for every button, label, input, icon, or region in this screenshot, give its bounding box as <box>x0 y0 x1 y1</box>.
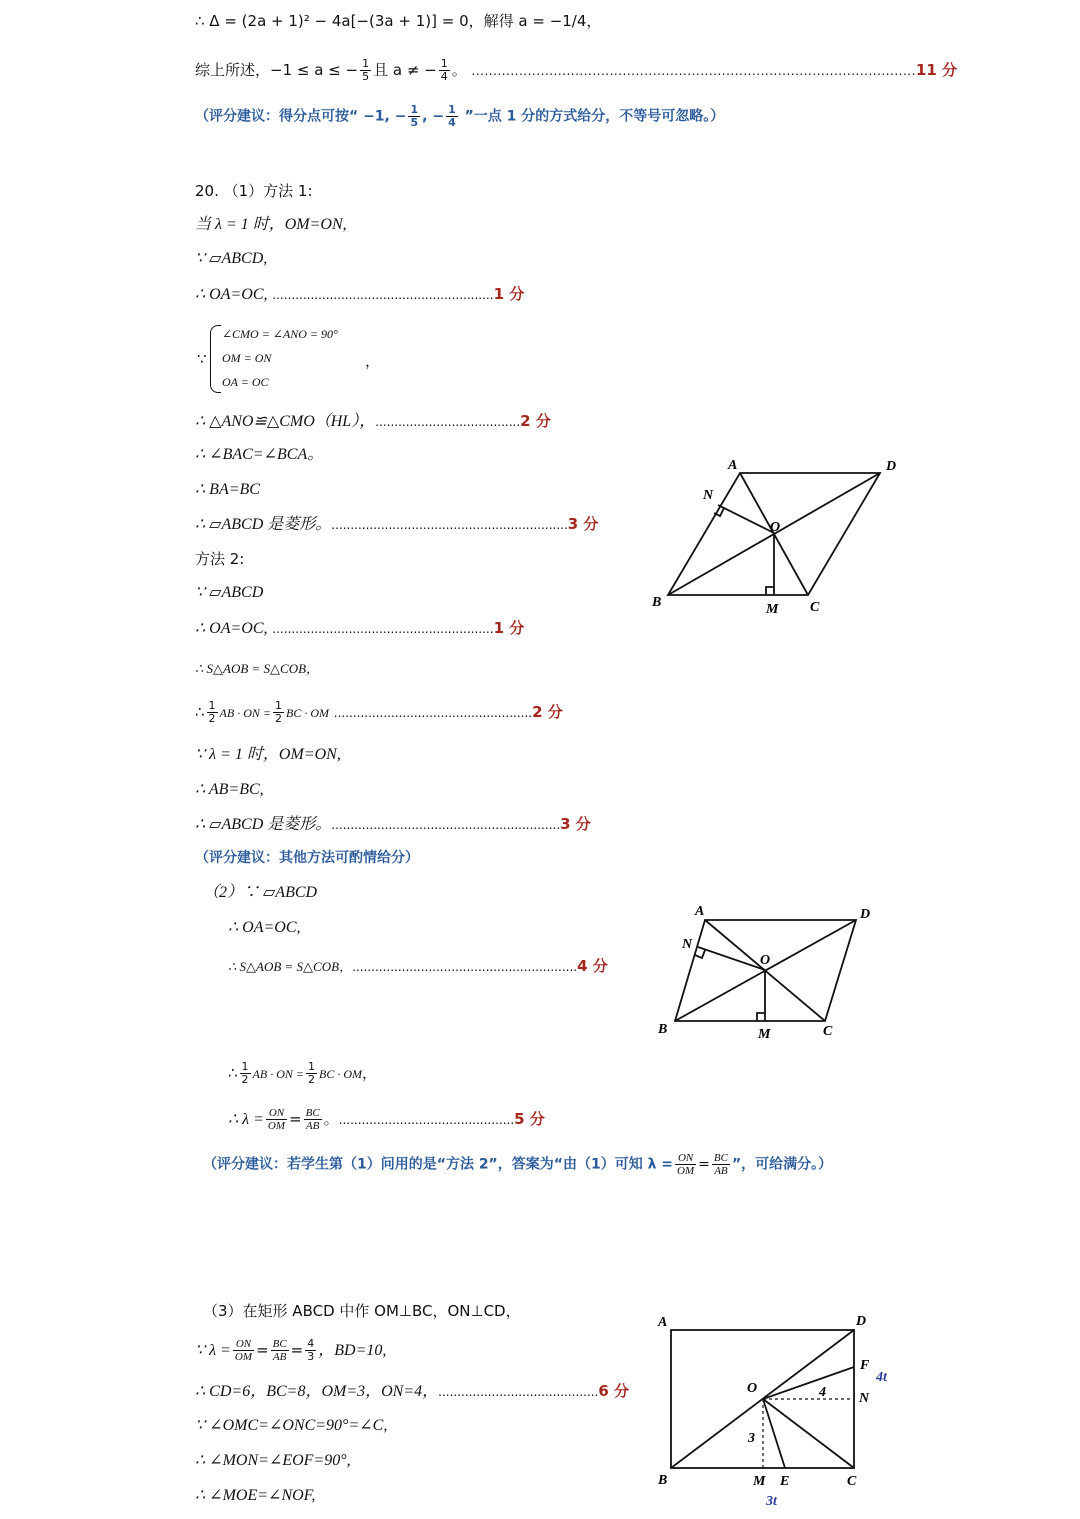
brace-line-3: OA = OC <box>222 375 269 389</box>
line-p3-angles: ∵ ∠OMC=∠ONC=90°=∠C, <box>195 1417 388 1434</box>
label-D: D <box>856 1314 867 1329</box>
label-3t: 3t <box>766 1494 777 1509</box>
fraction: $\frac{1}{5}$ <box>362 57 370 83</box>
figure-rhombus-1 <box>640 455 910 620</box>
grading-note-2: （评分建议：其他方法可酌情给分） <box>195 850 419 866</box>
brace <box>210 325 221 393</box>
method-2-heading: 方法 2: <box>195 550 245 568</box>
score-mark: 2 分 <box>520 412 551 430</box>
label-C: C <box>847 1474 857 1489</box>
score-mark: 6 分 <box>598 1382 630 1400</box>
label-C: C <box>823 1024 833 1039</box>
line-p3-mon: ∴ ∠MON=∠EOF=90°, <box>195 1452 351 1469</box>
score-mark: 3 分 <box>560 815 591 833</box>
question-heading: 20. （1）方法 1: <box>195 182 313 200</box>
label-M: M <box>753 1474 766 1489</box>
label-O: O <box>770 520 781 535</box>
label-N: N <box>703 488 714 503</box>
line-p3-moe: ∴ ∠MOE=∠NOF, <box>195 1487 316 1504</box>
part-3-heading: （3）在矩形 ABCD 中作 OM⊥BC，ON⊥CD， <box>203 1302 521 1320</box>
line-p3-lengths: ∴ CD=6，BC=8，OM=3，ON=4，..........................................6 分 <box>195 1382 630 1400</box>
line-ab-bc: ∴ AB=BC, <box>195 781 264 798</box>
label-3: 3 <box>748 1431 755 1446</box>
label-N: N <box>859 1391 870 1406</box>
leader-dots: ....................................................................................................... <box>471 64 916 78</box>
label-M: M <box>766 602 779 617</box>
brace-line-1: ∠CMO = ∠ANO = 90° <box>222 327 338 341</box>
line-rhombus-2: ∴ ▱ABCD 是菱形。............................................................3 分 <box>195 815 591 833</box>
line-discriminant: ∴ Δ = (2a + 1)² − 4a[−(3a + 1)] = 0，解得 a = −1/4， <box>195 12 602 30</box>
label-B: B <box>652 595 662 610</box>
line-half-area: ∴ $\frac{1}{2}$ AB · ON = $\frac{1}{2}$ BC · OM ....................................................2 分 <box>195 699 563 725</box>
label-E: E <box>780 1474 790 1489</box>
label-4t: 4t <box>876 1370 887 1385</box>
label-B: B <box>658 1473 668 1488</box>
label-D: D <box>860 907 871 922</box>
line-p2-oa-oc: ∴ OA=OC, <box>228 919 301 936</box>
line-oa-oc: ∴ OA=OC, ..........................................................1 分 <box>195 285 525 303</box>
line-rhombus-1: ∴ ▱ABCD 是菱形。..............................................................3 分 <box>195 515 599 533</box>
line-p3-lambda: ∵ λ = $\frac{ON}{OM}$ = $\frac{BC}{AB}$ = $\frac{4}{3}$ ，BD=10, <box>195 1337 387 1363</box>
fraction: $\frac{1}{4}$ <box>440 57 448 83</box>
label-4: 4 <box>819 1385 826 1400</box>
line-congruent: ∴ △ANO≌△CMO（HL），......................................2 分 <box>195 412 551 430</box>
line-conclusion: 综上所述，−1 ≤ a ≤ − $\frac{1}{5}$ 且 a ≠ − $\frac{1}{4}$ 。 .......................................................................................................11 分 <box>195 57 958 83</box>
label-A: A <box>728 458 738 473</box>
label-O: O <box>760 953 771 968</box>
score-mark: 2 分 <box>532 703 563 721</box>
line-area-eq: ∴ S△AOB = S△COB， <box>195 661 320 676</box>
brace-comma: ， <box>365 352 381 370</box>
line-m2-oa-oc: ∴ OA=OC, ..........................................................1 分 <box>195 619 525 637</box>
line-m2-lambda: ∵ λ = 1 时，OM=ON, <box>195 746 341 763</box>
line-angles: ∴ ∠BAC=∠BCA。 <box>195 446 324 463</box>
grading-note-3: （评分建议：若学生第（1）问用的是“方法 2”，答案为“由（1）可知 λ = $\frac{ON}{OM}$ = $\frac{BC}{AB}$ ”，可给满分。） <box>203 1152 833 1177</box>
label-A: A <box>695 904 705 919</box>
line-p2-area: ∴ S△AOB = S△COB，...........................................................4 分 <box>228 957 608 975</box>
fraction: $\frac{1}{4}$ <box>448 103 456 129</box>
label-N: N <box>682 937 693 952</box>
line-lambda: 当 λ = 1 时，OM=ON, <box>195 216 347 233</box>
fraction: $\frac{1}{5}$ <box>410 103 419 129</box>
score-mark: 1 分 <box>493 619 525 637</box>
brace-line-2: OM = ON <box>222 351 272 365</box>
grading-note-1: （评分建议：得分点可按“ −1, − $\frac{1}{5}$ , − $\frac{1}{4}$ ”一点 1 分的方式给分，不等号可忽略。） <box>195 103 725 129</box>
score-mark: 11 分 <box>915 61 958 79</box>
label-O: O <box>747 1381 758 1396</box>
score-mark: 1 分 <box>493 285 525 303</box>
label-F: F <box>860 1358 870 1373</box>
line-m2-parallelogram: ∵ ▱ABCD <box>195 584 264 601</box>
label-M: M <box>758 1027 771 1042</box>
score-mark: 3 分 <box>567 515 599 533</box>
label-A: A <box>658 1315 668 1330</box>
conclusion-text-a: 综上所述，−1 ≤ a ≤ − <box>195 61 359 79</box>
line-parallelogram: ∵ ▱ABCD, <box>195 250 268 267</box>
figure-parallelogram-2 <box>650 900 890 1045</box>
label-D: D <box>886 459 897 474</box>
part-2-heading: （2）∵ ▱ABCD <box>203 884 318 901</box>
figure-rectangle-3 <box>650 1310 900 1515</box>
label-B: B <box>658 1022 668 1037</box>
score-mark: 5 分 <box>514 1110 545 1128</box>
label-C: C <box>810 600 820 615</box>
line-ba-bc: ∴ BA=BC <box>195 481 260 498</box>
line-p2-half: ∴ $\frac{1}{2}$ AB · ON = $\frac{1}{2}$ BC · OM， <box>228 1060 377 1086</box>
score-mark: 4 分 <box>577 957 608 975</box>
line-p2-lambda: ∴ λ = $\frac{ON}{OM}$ = $\frac{BC}{AB}$ 。..............................................5 分 <box>228 1107 545 1132</box>
brace-because: ∵ <box>197 350 207 368</box>
